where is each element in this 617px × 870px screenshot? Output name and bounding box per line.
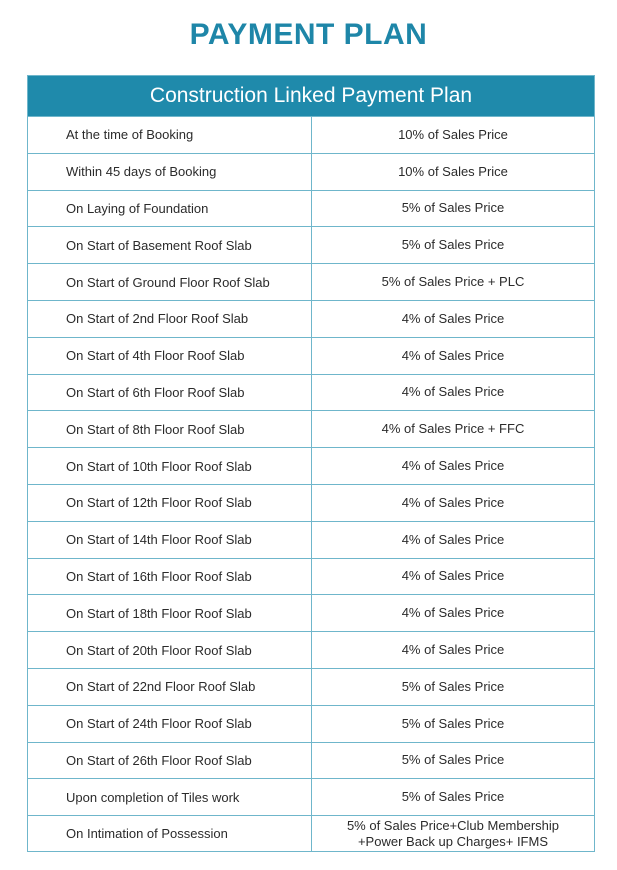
stage-cell: On Start of 10th Floor Roof Slab xyxy=(28,448,312,484)
amount-cell: 4% of Sales Price xyxy=(401,458,505,474)
table-row xyxy=(28,815,594,851)
amount-cell: 4% of Sales Price xyxy=(401,568,505,584)
amount-cell: 5% of Sales Price xyxy=(401,200,505,216)
page-title: PAYMENT PLAN xyxy=(189,18,428,51)
table-row xyxy=(28,226,594,263)
stage-cell: On Intimation of Possession xyxy=(28,816,312,851)
table-row xyxy=(28,337,594,374)
amount-line: 5% of Sales Price+Club Membership xyxy=(346,818,560,834)
stage-cell: On Start of 16th Floor Roof Slab xyxy=(28,559,312,595)
amount-cell: 4% of Sales Price xyxy=(401,347,505,363)
amount-cell: 4% of Sales Price xyxy=(401,384,505,400)
stage-cell: On Start of 4th Floor Roof Slab xyxy=(28,338,312,374)
stage-cell: On Start of 12th Floor Roof Slab xyxy=(28,485,312,521)
amount-cell: 4% of Sales Price xyxy=(401,310,505,326)
stage-cell: Upon completion of Tiles work xyxy=(28,779,312,815)
stage-cell: On Start of 18th Floor Roof Slab xyxy=(28,595,312,631)
table-row xyxy=(28,410,594,447)
stage-cell: On Start of 26th Floor Roof Slab xyxy=(28,743,312,779)
amount-cell: 4% of Sales Price + FFC xyxy=(381,421,525,437)
table-row xyxy=(28,300,594,337)
table-row xyxy=(28,668,594,705)
amount-cell xyxy=(312,816,594,851)
table-row xyxy=(28,190,594,227)
amount-cell: 5% of Sales Price xyxy=(401,237,505,253)
payment-plan-table xyxy=(27,75,595,852)
table-row xyxy=(28,263,594,300)
stage-cell: On Start of 2nd Floor Roof Slab xyxy=(28,301,312,337)
table-row xyxy=(28,778,594,815)
amount-cell: 10% of Sales Price xyxy=(398,126,508,142)
table-row xyxy=(28,484,594,521)
table-row xyxy=(28,374,594,411)
table-row xyxy=(28,705,594,742)
amount-line: +Power Back up Charges+ IFMS xyxy=(357,834,548,850)
table-row xyxy=(28,742,594,779)
stage-cell: On Start of Ground Floor Roof Slab xyxy=(28,264,312,300)
amount-cell: 5% of Sales Price xyxy=(401,678,505,694)
stage-cell: On Start of 20th Floor Roof Slab xyxy=(28,632,312,668)
amount-cell: 5% of Sales Price xyxy=(401,752,505,768)
table-row xyxy=(28,594,594,631)
stage-cell: On Laying of Foundation xyxy=(28,191,312,227)
amount-cell: 10% of Sales Price xyxy=(398,163,508,179)
amount-cell: 5% of Sales Price xyxy=(401,715,505,731)
table-row xyxy=(28,116,594,153)
table-row xyxy=(28,558,594,595)
stage-cell: On Start of 22nd Floor Roof Slab xyxy=(28,669,312,705)
table-row xyxy=(28,631,594,668)
amount-cell: 4% of Sales Price xyxy=(401,494,505,510)
table-row xyxy=(28,153,594,190)
stage-cell: On Start of Basement Roof Slab xyxy=(28,227,312,263)
amount-cell: 4% of Sales Price xyxy=(401,605,505,621)
amount-cell: 4% of Sales Price xyxy=(401,642,505,658)
table-row xyxy=(28,447,594,484)
stage-cell: At the time of Booking xyxy=(28,117,312,153)
stage-cell: On Start of 24th Floor Roof Slab xyxy=(28,706,312,742)
stage-cell: On Start of 14th Floor Roof Slab xyxy=(28,522,312,558)
stage-cell: On Start of 6th Floor Roof Slab xyxy=(28,375,312,411)
amount-cell: 4% of Sales Price xyxy=(401,531,505,547)
stage-cell: Within 45 days of Booking xyxy=(28,154,312,190)
amount-cell: 5% of Sales Price + PLC xyxy=(381,274,525,290)
table-header: Construction Linked Payment Plan xyxy=(28,76,594,116)
stage-cell: On Start of 8th Floor Roof Slab xyxy=(28,411,312,447)
table-body xyxy=(28,116,594,815)
amount-cell: 5% of Sales Price xyxy=(401,789,505,805)
table-row xyxy=(28,521,594,558)
